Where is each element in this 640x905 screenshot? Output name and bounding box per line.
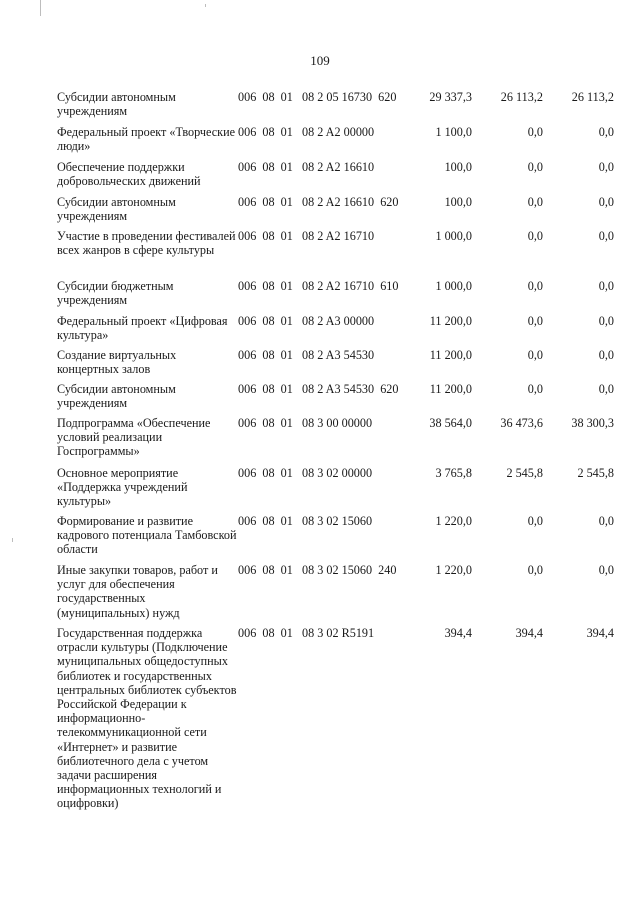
row-code: 006 08 01 08 3 02 15060 240: [238, 563, 397, 577]
row-code: 006 08 01 08 3 00 00000: [238, 416, 373, 430]
row-value-1: 1 220,0: [435, 563, 472, 577]
row-value-2: 0,0: [527, 514, 543, 528]
row-value-3: 0,0: [598, 382, 614, 396]
row-code: 006 08 01 08 2 A2 16710 610: [238, 279, 399, 293]
row-code: 006 08 01 08 2 A3 54530 620: [238, 382, 399, 396]
row-value-2: 0,0: [527, 382, 543, 396]
row-value-1: 11 200,0: [429, 382, 472, 396]
row-value-1: 1 100,0: [435, 125, 472, 139]
row-value-3: 0,0: [598, 125, 614, 139]
row-value-1: 1 220,0: [435, 514, 472, 528]
row-value-3: 0,0: [598, 348, 614, 362]
row-name: Иные закупки товаров, работ и услуг для обеспечения государственных (муниципальных) нужд: [57, 563, 218, 620]
row-name: Создание виртуальных концертных залов: [57, 348, 177, 377]
row-value-1: 100,0: [444, 160, 472, 174]
row-value-2: 0,0: [527, 229, 543, 243]
row-name: Основное мероприятие «Поддержка учреждений культуры»: [57, 466, 188, 509]
row-name: Обеспечение поддержки добровольческих движений: [57, 160, 201, 189]
row-value-2: 0,0: [527, 125, 543, 139]
row-value-2: 0,0: [527, 195, 543, 209]
row-value-2: 0,0: [527, 160, 543, 174]
row-code: 006 08 01 08 2 05 16730 620: [238, 90, 397, 104]
row-value-1: 100,0: [444, 195, 472, 209]
row-value-3: 26 113,2: [571, 90, 614, 104]
row-value-1: 11 200,0: [429, 348, 472, 362]
row-value-1: 38 564,0: [429, 416, 472, 430]
row-name: Федеральный проект «Творческие люди»: [57, 125, 236, 154]
row-value-2: 394,4: [515, 626, 543, 640]
row-value-3: 0,0: [598, 279, 614, 293]
row-code: 006 08 01 08 2 A3 54530: [238, 348, 375, 362]
row-code: 006 08 01 08 2 A2 16610 620: [238, 195, 399, 209]
row-code: 006 08 01 08 3 02 00000: [238, 466, 373, 480]
row-value-2: 36 473,6: [500, 416, 543, 430]
row-value-1: 1 000,0: [435, 279, 472, 293]
row-name: Субсидии автономным учреждениям: [57, 382, 176, 411]
row-value-3: 0,0: [598, 229, 614, 243]
page-number: 109: [310, 53, 330, 68]
row-code: 006 08 01 08 2 A2 16710: [238, 229, 375, 243]
row-name: Подпрограмма «Обеспечение условий реализации Госпрограммы»: [57, 416, 211, 459]
row-name: Участие в проведении фестивалей всех жанров в сфере культуры: [57, 229, 236, 258]
row-code: 006 08 01 08 2 A2 00000: [238, 125, 375, 139]
row-name: Субсидии автономным учреждениям: [57, 90, 176, 119]
row-name: Формирование и развитие кадрового потенциала Тамбовской области: [57, 514, 237, 557]
row-value-3: 0,0: [598, 160, 614, 174]
row-value-1: 3 765,8: [435, 466, 472, 480]
row-value-2: 0,0: [527, 348, 543, 362]
scan-mark-left: [12, 538, 13, 542]
row-code: 006 08 01 08 2 A3 00000: [238, 314, 375, 328]
scan-mark-top-right: [205, 4, 206, 7]
row-value-3: 38 300,3: [571, 416, 614, 430]
row-value-3: 0,0: [598, 314, 614, 328]
row-value-3: 0,0: [598, 514, 614, 528]
row-name: Субсидии бюджетным учреждениям: [57, 279, 174, 308]
row-value-2: 0,0: [527, 279, 543, 293]
row-code: 006 08 01 08 3 02 15060: [238, 514, 373, 528]
row-name: Государственная поддержка отрасли культуры (Подключение муниципальных общедоступных библиотек и государственных центральных библиотек субъектов Российской Федерации к информационно-телекоммуникационной сети «Интернет» и развитие библиотечного дела с учетом задачи расширения информационных технологий и оцифровки): [57, 626, 237, 811]
row-name: Федеральный проект «Цифровая культура»: [57, 314, 228, 343]
row-value-2: 0,0: [527, 563, 543, 577]
row-value-3: 0,0: [598, 195, 614, 209]
row-value-2: 26 113,2: [500, 90, 543, 104]
row-code: 006 08 01 08 3 02 R5191: [238, 626, 375, 640]
row-code: 006 08 01 08 2 A2 16610: [238, 160, 375, 174]
row-value-3: 0,0: [598, 563, 614, 577]
row-value-1: 11 200,0: [429, 314, 472, 328]
row-value-2: 0,0: [527, 314, 543, 328]
scan-mark-top: [40, 0, 41, 16]
row-value-1: 29 337,3: [429, 90, 472, 104]
row-name: Субсидии автономным учреждениям: [57, 195, 176, 224]
row-value-2: 2 545,8: [506, 466, 543, 480]
row-value-1: 1 000,0: [435, 229, 472, 243]
row-value-3: 394,4: [586, 626, 614, 640]
row-value-3: 2 545,8: [577, 466, 614, 480]
row-value-1: 394,4: [444, 626, 472, 640]
